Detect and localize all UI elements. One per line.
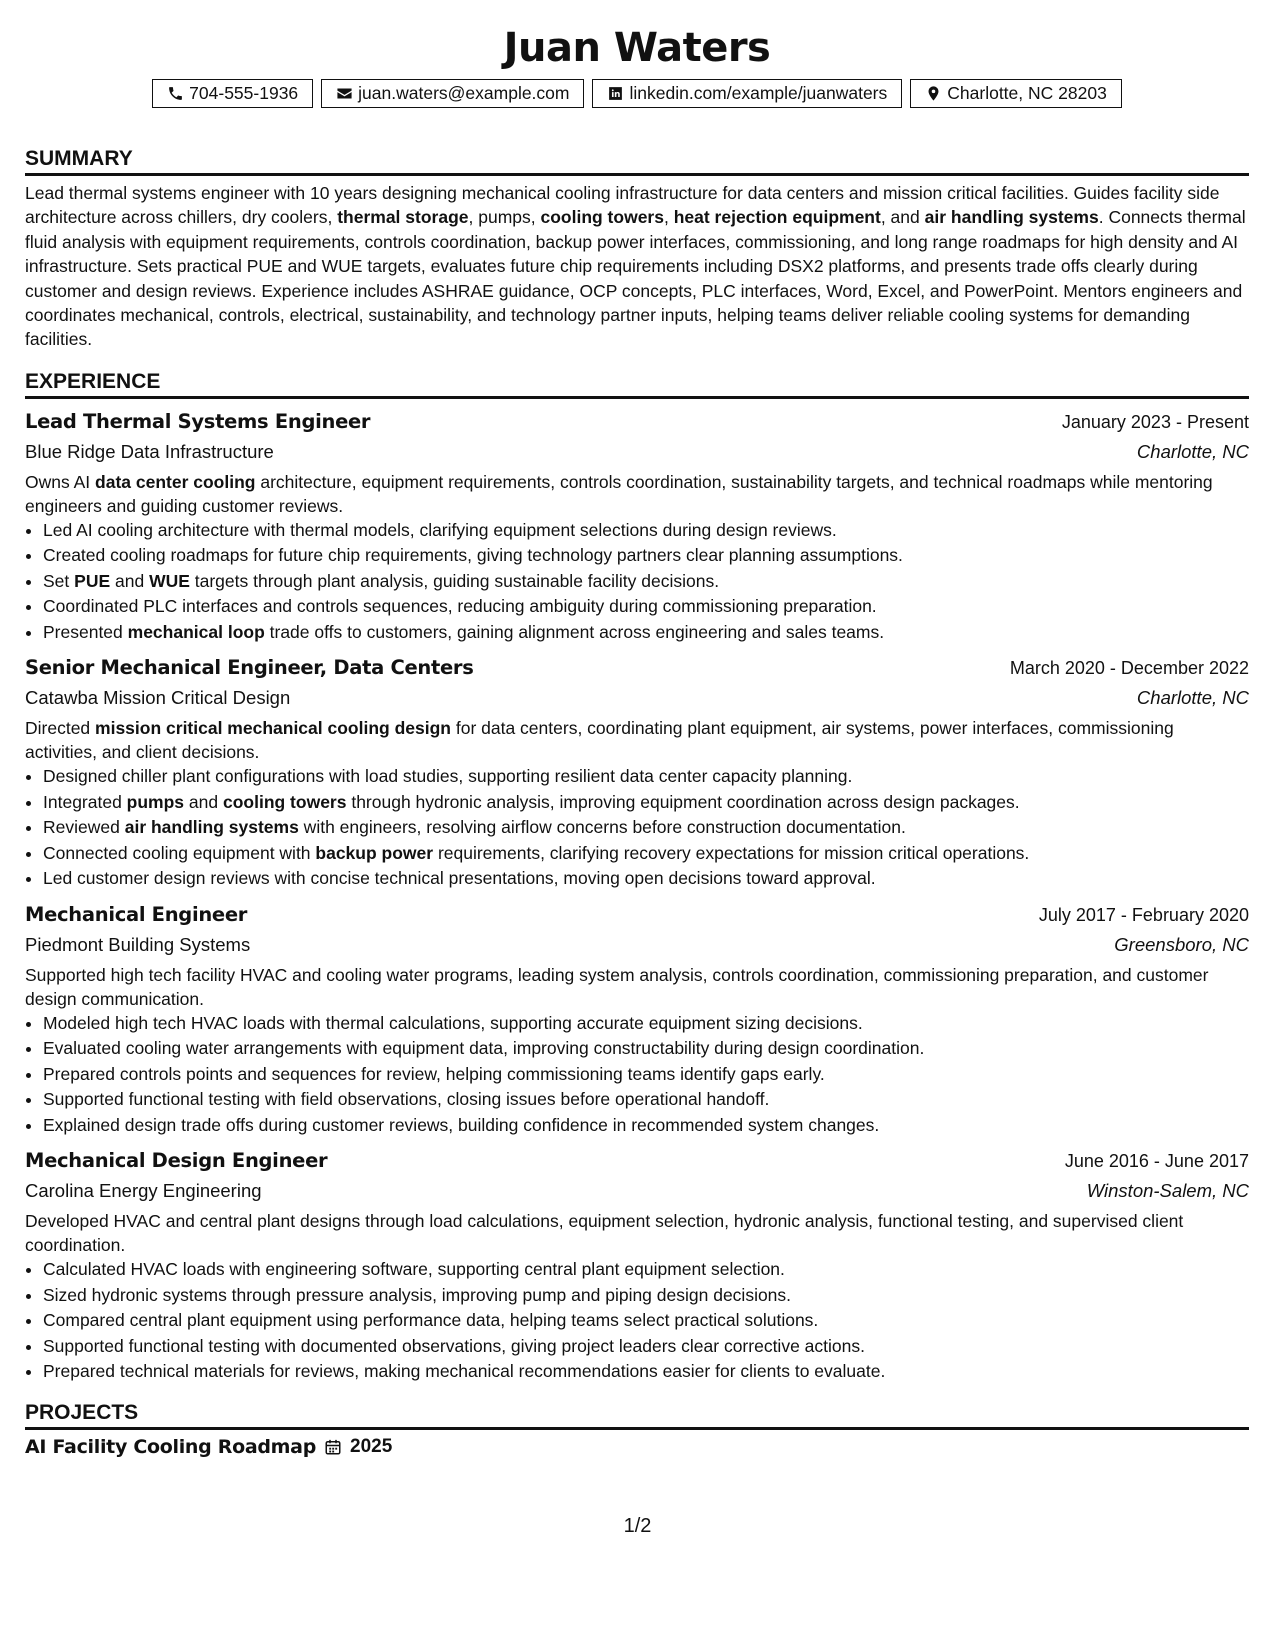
- text-run: Sized hydronic systems through pressure analysis, improving pump and piping design decisions.: [43, 1284, 792, 1305]
- contact-email[interactable]: [321, 79, 584, 108]
- bullet-item: [43, 518, 1249, 544]
- projects-heading: PROJECTS: [25, 1399, 1249, 1430]
- text-run: Supported functional testing with documented observations, giving project leaders clear corrective actions.: [43, 1335, 865, 1356]
- bullet-item: [43, 1087, 1249, 1113]
- company-name: Piedmont Building Systems: [25, 933, 251, 955]
- text-run: architecture, equipment requirements, controls coordination, sustainability targets, and technical roadmaps while mentoring engineers and guiding customer reviews.: [25, 471, 1213, 516]
- job-entry: [25, 1146, 1249, 1385]
- bullet-item: [43, 841, 1249, 867]
- text-run: ,: [663, 207, 674, 228]
- job-description: [25, 1209, 1249, 1257]
- phone-icon: [167, 85, 184, 102]
- job-header: [25, 1146, 1249, 1176]
- job-title: Mechanical Engineer: [25, 902, 248, 926]
- bullet-item: [43, 1334, 1249, 1360]
- text-run: Reviewed: [43, 817, 125, 838]
- bullet-item: [43, 620, 1249, 646]
- bold-text: pumps: [126, 791, 185, 812]
- linkedin-text: linkedin.com/example/juanwaters: [629, 83, 888, 103]
- text-run: Directed: [25, 718, 96, 739]
- project-list: [25, 1436, 1249, 1458]
- text-run: trade offs to customers, gaining alignment across engineering and sales teams.: [264, 621, 885, 642]
- bullet-item: [43, 866, 1249, 892]
- job-location: Greensboro, NC: [1114, 933, 1249, 955]
- bullet-list: [25, 1257, 1249, 1385]
- job-subheader: [25, 930, 1249, 960]
- text-run: and: [184, 791, 223, 812]
- bullet-item: [43, 1011, 1249, 1037]
- text-run: targets through plant analysis, guiding sustainable facility decisions.: [189, 570, 720, 591]
- bullet-item: [43, 790, 1249, 816]
- bullet-item: [43, 1036, 1249, 1062]
- bold-text: cooling towers: [222, 791, 347, 812]
- text-run: Led customer design reviews with concise technical presentations, moving open decisions toward approval.: [43, 868, 876, 889]
- bold-text: PUE: [74, 570, 111, 591]
- bullet-item: [43, 543, 1249, 569]
- project-year: 2025: [350, 1435, 393, 1457]
- job-title: Mechanical Design Engineer: [25, 1149, 328, 1173]
- company-name: Catawba Mission Critical Design: [25, 687, 291, 709]
- job-location: Winston-Salem, NC: [1086, 1180, 1249, 1202]
- job-location: Charlotte, NC: [1136, 440, 1249, 462]
- bullet-item: [43, 764, 1249, 790]
- contact-location[interactable]: [910, 79, 1122, 108]
- email-text: juan.waters@example.com: [358, 83, 570, 103]
- job-description: [25, 963, 1249, 1011]
- job-dates: July 2017 - February 2020: [1038, 904, 1249, 925]
- text-run: Coordinated PLC interfaces and controls sequences, reducing ambiguity during commissioning preparation.: [43, 596, 877, 617]
- text-run: Prepared technical materials for reviews, making mechanical recommendations easier for clients to evaluate.: [43, 1361, 886, 1382]
- text-run: Explained design trade offs during customer reviews, building confidence in recommended system changes.: [43, 1114, 880, 1135]
- contact-linkedin[interactable]: [592, 79, 902, 108]
- job-title: Senior Mechanical Engineer, Data Centers: [25, 656, 474, 680]
- text-run: with engineers, resolving airflow concerns before construction documentation.: [298, 817, 906, 838]
- bold-text: WUE: [149, 570, 190, 591]
- bold-text: backup power: [315, 842, 434, 863]
- job-entry: [25, 653, 1249, 892]
- text-run: Led AI cooling architecture with thermal models, clarifying equipment selections during design reviews.: [43, 519, 837, 540]
- text-run: requirements, clarifying recovery expectations for mission critical operations.: [433, 842, 1030, 863]
- text-run: Presented: [43, 621, 128, 642]
- experience-heading: EXPERIENCE: [25, 368, 1249, 399]
- contact-bar: [25, 79, 1249, 108]
- project-name: AI Facility Cooling Roadmap: [25, 1435, 317, 1458]
- linkedin-icon: [607, 85, 624, 102]
- bold-text: mission critical mechanical cooling design: [95, 718, 451, 739]
- bullet-item: [43, 1113, 1249, 1139]
- bullet-list: [25, 1011, 1249, 1139]
- job-title: Lead Thermal Systems Engineer: [25, 409, 371, 433]
- envelope-icon: [336, 85, 353, 102]
- job-header: [25, 407, 1249, 437]
- phone-text: 704-555-1936: [189, 83, 299, 103]
- map-pin-icon: [925, 85, 942, 102]
- bold-text: mechanical loop: [127, 621, 265, 642]
- text-run: Set: [43, 570, 75, 591]
- text-run: Calculated HVAC loads with engineering software, supporting central plant equipment selection.: [43, 1259, 785, 1280]
- bold-text: data center cooling: [95, 471, 256, 492]
- text-run: . Connects thermal fluid analysis with equipment requirements, controls coordination, backup power interfaces, commissioning, and long range roadmaps for high density and AI infrastructure. Sets practical PUE and WUE targets, evaluates future chip requirements including DSX2 platforms, and presents trade offs clearly during customer and design reviews. Experience includes ASHRAE guidance, OCP concepts, PLC interfaces, Word, Excel, and PowerPoint. Mentors engineers and coordinates mechanical, controls, electrical, sustainability, and technology partner inputs, helping teams deliver reliable cooling systems for demanding facilities.: [25, 207, 1246, 350]
- job-subheader: [25, 437, 1249, 467]
- job-header: [25, 653, 1249, 683]
- bullet-item: [43, 1283, 1249, 1309]
- job-dates: June 2016 - June 2017: [1064, 1151, 1249, 1172]
- resume-page: [25, 0, 1249, 1458]
- job-dates: March 2020 - December 2022: [1009, 658, 1249, 679]
- job-subheader: [25, 683, 1249, 713]
- bold-text: cooling towers: [540, 207, 664, 228]
- text-run: and: [110, 570, 150, 591]
- summary-text: [25, 181, 1249, 352]
- bold-text: thermal storage: [337, 207, 469, 228]
- job-description: [25, 716, 1249, 764]
- location-text: Charlotte, NC 28203: [947, 83, 1107, 103]
- text-run: Connected cooling equipment with: [43, 842, 316, 863]
- bold-text: air handling systems: [924, 207, 1099, 228]
- text-run: Integrated: [43, 791, 127, 812]
- text-run: , and: [880, 207, 925, 228]
- summary-heading: SUMMARY: [25, 145, 1249, 176]
- text-run: Modeled high tech HVAC loads with thermal calculations, supporting accurate equipment sizing decisions.: [43, 1012, 863, 1033]
- text-run: Prepared controls points and sequences for review, helping commissioning teams identify gaps early.: [43, 1063, 825, 1084]
- contact-phone[interactable]: [152, 79, 313, 108]
- text-run: Supported functional testing with field observations, closing issues before operational handoff.: [43, 1089, 770, 1110]
- bullet-item: [43, 1257, 1249, 1283]
- company-name: Blue Ridge Data Infrastructure: [25, 440, 274, 462]
- text-run: for data centers, coordinating plant equipment, air systems, power interfaces, commissioning activities, and client decisions.: [25, 718, 1174, 763]
- bullet-list: [25, 764, 1249, 892]
- text-run: through hydronic analysis, improving equipment coordination across design packages.: [346, 791, 1020, 812]
- page-number: 1/2: [623, 1515, 652, 1537]
- text-run: Owns AI: [25, 471, 96, 492]
- bullet-item: [43, 569, 1249, 595]
- job-subheader: [25, 1176, 1249, 1206]
- bold-text: heat rejection equipment: [673, 207, 881, 228]
- text-run: Supported high tech facility HVAC and cooling water programs, leading system analysis, controls coordination, commissioning preparation, and customer design communication.: [25, 964, 1209, 1009]
- job-header: [25, 900, 1249, 930]
- calendar-icon: [324, 1438, 342, 1456]
- experience-list: [25, 407, 1249, 1385]
- candidate-name: Juan Waters: [503, 25, 771, 71]
- job-entry: [25, 900, 1249, 1139]
- bullet-item: [43, 1308, 1249, 1334]
- text-run: Developed HVAC and central plant designs through load calculations, equipment selection, hydronic analysis, functional testing, and supervised client coordination.: [25, 1211, 1184, 1256]
- text-run: Designed chiller plant configurations with load studies, supporting resilient data center capacity planning.: [43, 766, 853, 787]
- text-run: Lead thermal systems engineer with 10 years designing mechanical cooling infrastructure for data centers and mission critical facilities. Guides facility side architecture across chillers, dry coolers,: [25, 183, 1220, 228]
- job-entry: [25, 407, 1249, 646]
- project-entry: [25, 1436, 1249, 1458]
- text-run: Evaluated cooling water arrangements with equipment data, improving constructability during design coordination.: [43, 1038, 925, 1059]
- text-run: Created cooling roadmaps for future chip requirements, giving technology partners clear planning assumptions.: [43, 545, 903, 566]
- text-run: , pumps,: [468, 207, 541, 228]
- bullet-list: [25, 518, 1249, 646]
- bullet-item: [43, 594, 1249, 620]
- bullet-item: [43, 1062, 1249, 1088]
- bullet-item: [43, 815, 1249, 841]
- bold-text: air handling systems: [124, 817, 299, 838]
- job-description: [25, 470, 1249, 518]
- company-name: Carolina Energy Engineering: [25, 1180, 262, 1202]
- bullet-item: [43, 1359, 1249, 1385]
- job-location: Charlotte, NC: [1136, 687, 1249, 709]
- text-run: Compared central plant equipment using performance data, helping teams select practical solutions.: [43, 1310, 819, 1331]
- job-dates: January 2023 - Present: [1061, 411, 1249, 432]
